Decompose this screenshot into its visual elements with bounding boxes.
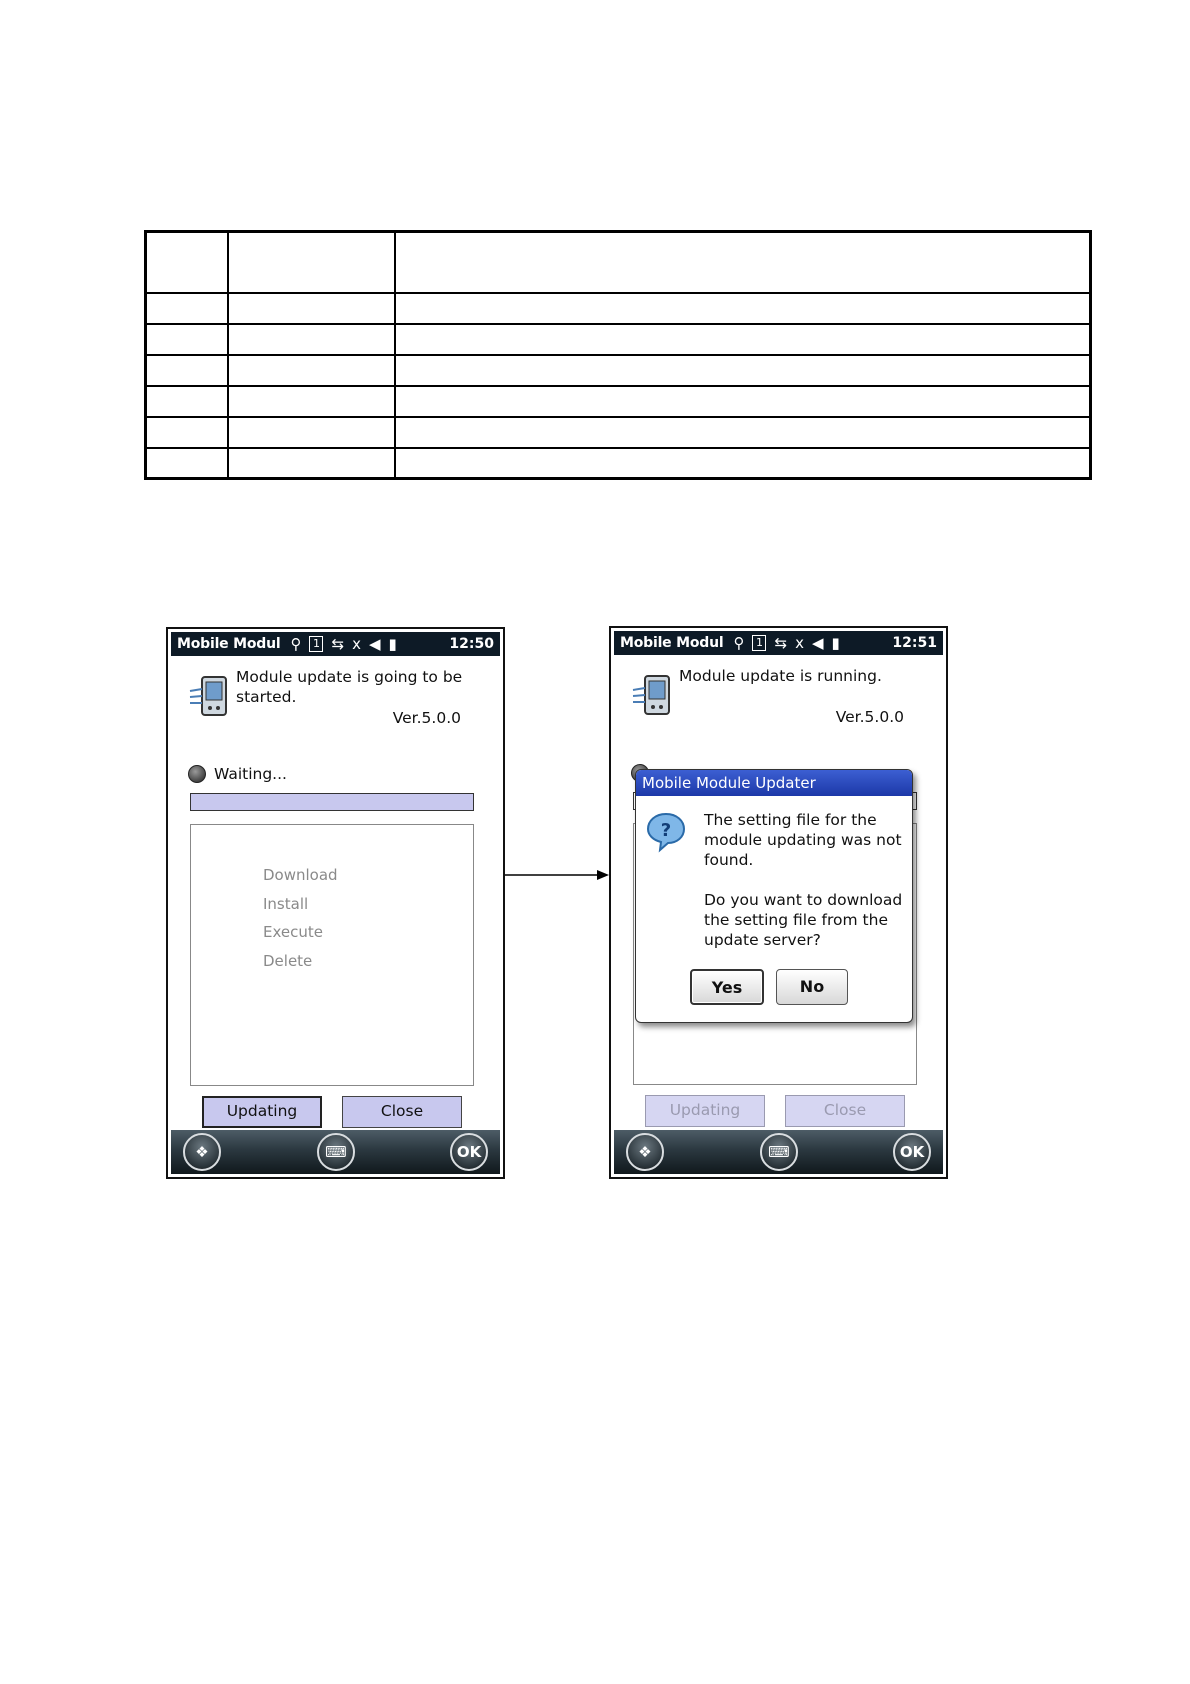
table-cell bbox=[395, 293, 1091, 324]
pda-update-icon bbox=[631, 672, 675, 718]
right-phone-screen bbox=[609, 626, 948, 1179]
no-button[interactable]: No bbox=[776, 969, 848, 1005]
steps-list bbox=[190, 824, 474, 1086]
version-label: Ver.5.0.0 bbox=[835, 708, 904, 726]
no-signal-icon[interactable]: x bbox=[795, 634, 804, 652]
table-row bbox=[146, 417, 1091, 448]
step-delete: Delete bbox=[263, 951, 313, 970]
table-header-row bbox=[146, 232, 1091, 293]
table-cell bbox=[228, 355, 395, 386]
update-message: Module update is running. bbox=[679, 667, 882, 685]
document-table bbox=[144, 230, 1092, 480]
version-label: Ver.5.0.0 bbox=[392, 709, 461, 727]
table-row bbox=[146, 386, 1091, 417]
sync-arrows-icon[interactable]: ⇆ bbox=[331, 635, 345, 653]
dialog-message bbox=[704, 810, 904, 970]
start-icon[interactable]: ❖ bbox=[183, 1133, 221, 1171]
step-execute: Execute bbox=[263, 923, 323, 941]
table-cell bbox=[146, 386, 229, 417]
dialog-text-1: The setting file for the module updating was not found. bbox=[704, 811, 902, 869]
table-cell bbox=[146, 232, 229, 293]
left-phone-screen bbox=[166, 627, 505, 1179]
table-cell bbox=[146, 355, 229, 386]
dialog-title: Mobile Module Updater bbox=[636, 770, 912, 796]
clock[interactable]: 12:50 bbox=[449, 636, 494, 652]
table-cell bbox=[395, 355, 1091, 386]
flow-arrow bbox=[505, 868, 609, 882]
status-icons bbox=[290, 635, 449, 653]
app-title[interactable]: Mobile Modul bbox=[177, 636, 281, 652]
table-row bbox=[146, 324, 1091, 355]
table-cell bbox=[228, 386, 395, 417]
speaker-muted-icon[interactable]: ◀ bbox=[368, 635, 381, 653]
progress-bar bbox=[190, 793, 474, 811]
app-title[interactable]: Mobile Modul bbox=[620, 635, 724, 651]
start-icon[interactable]: ❖ bbox=[626, 1133, 664, 1171]
battery-charging-icon[interactable]: ▮ bbox=[831, 634, 840, 652]
table-cell bbox=[395, 232, 1091, 293]
table-cell bbox=[395, 324, 1091, 355]
battery-charging-icon[interactable]: ▮ bbox=[388, 635, 397, 653]
update-message: Module update is going to be started. bbox=[236, 668, 463, 706]
step-download: Download bbox=[263, 866, 338, 884]
close-button[interactable]: Close bbox=[342, 1096, 462, 1128]
table-cell bbox=[228, 417, 395, 448]
updating-button[interactable]: Updating bbox=[645, 1095, 765, 1127]
ok-button[interactable]: OK bbox=[893, 1133, 931, 1171]
table-row bbox=[146, 293, 1091, 324]
sim-1-icon[interactable]: 1 bbox=[752, 635, 766, 651]
table-cell bbox=[146, 448, 229, 479]
table-cell bbox=[395, 386, 1091, 417]
confirm-dialog bbox=[635, 769, 913, 1023]
no-signal-icon[interactable]: x bbox=[352, 635, 361, 653]
sync-arrows-icon[interactable]: ⇆ bbox=[774, 634, 788, 652]
status-indicator-icon bbox=[188, 765, 206, 783]
table-row bbox=[146, 448, 1091, 479]
table-row bbox=[146, 355, 1091, 386]
antenna-icon[interactable]: ⚲ bbox=[290, 635, 302, 653]
table-cell bbox=[395, 417, 1091, 448]
taskbar bbox=[171, 1130, 500, 1174]
pda-update-icon bbox=[188, 673, 232, 719]
table-cell bbox=[228, 448, 395, 479]
antenna-icon[interactable]: ⚲ bbox=[733, 634, 745, 652]
table-cell bbox=[395, 448, 1091, 479]
taskbar bbox=[614, 1130, 943, 1174]
progress-status bbox=[188, 765, 287, 783]
keyboard-icon[interactable]: ⌨ bbox=[317, 1133, 355, 1171]
status-bar bbox=[614, 631, 943, 655]
table-cell bbox=[146, 293, 229, 324]
ok-button[interactable]: OK bbox=[450, 1133, 488, 1171]
clock[interactable]: 12:51 bbox=[892, 635, 937, 651]
close-button[interactable]: Close bbox=[785, 1095, 905, 1127]
status-bar bbox=[171, 632, 500, 656]
speaker-muted-icon[interactable]: ◀ bbox=[811, 634, 824, 652]
yes-button[interactable]: Yes bbox=[690, 969, 764, 1005]
table-cell bbox=[146, 324, 229, 355]
updating-button[interactable]: Updating bbox=[202, 1096, 322, 1128]
question-icon bbox=[644, 810, 688, 854]
table-cell bbox=[146, 417, 229, 448]
status-text: Waiting... bbox=[214, 765, 287, 783]
keyboard-icon[interactable]: ⌨ bbox=[760, 1133, 798, 1171]
sim-1-icon[interactable]: 1 bbox=[309, 636, 323, 652]
table-cell bbox=[228, 324, 395, 355]
dialog-text-2: Do you want to download the setting file from the update server? bbox=[704, 891, 903, 949]
step-install: Install bbox=[263, 894, 309, 913]
status-icons bbox=[733, 634, 892, 652]
table-cell bbox=[228, 232, 395, 293]
svg-text:?: ? bbox=[660, 820, 672, 841]
table-cell bbox=[228, 293, 395, 324]
